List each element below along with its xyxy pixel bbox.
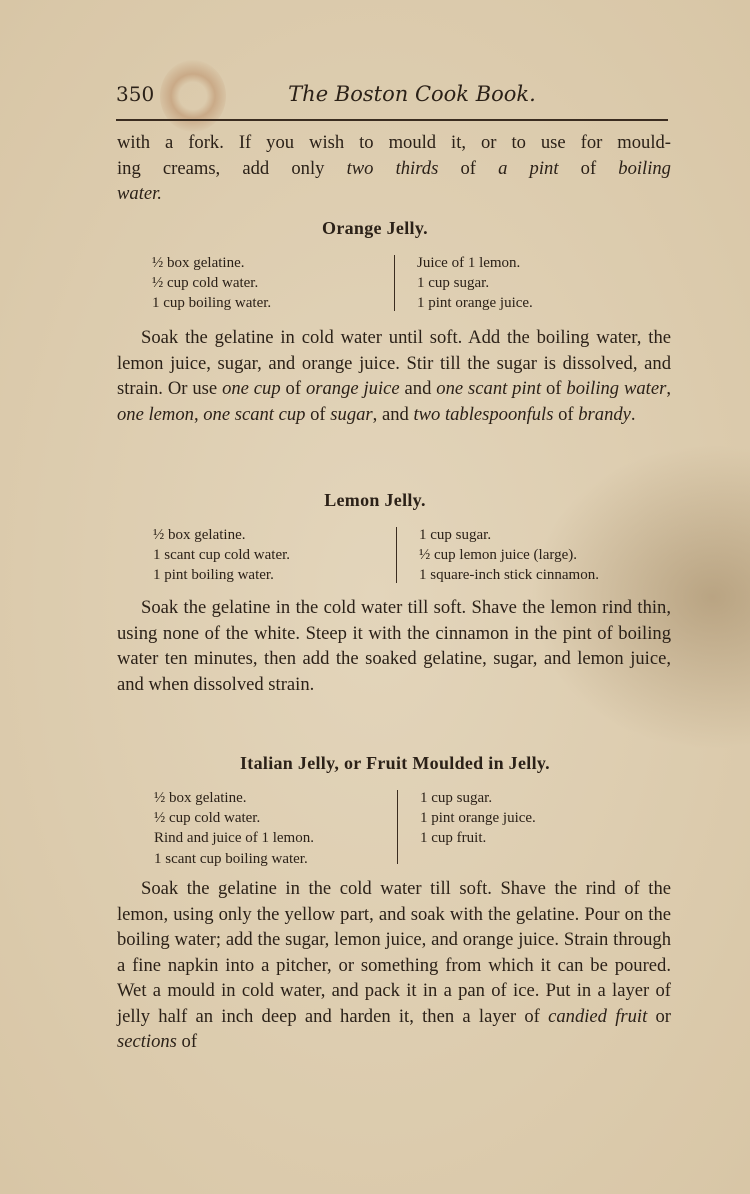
ingredient: ½ cup cold water. (152, 275, 259, 292)
ingredient-divider (394, 255, 395, 311)
lemon-ingredients-left (153, 525, 290, 586)
italian-ingredients-left (154, 788, 314, 869)
ingredient: ½ cup lemon juice (large). (419, 547, 577, 564)
lemon-jelly-heading: Lemon Jelly. (324, 490, 426, 510)
text: Soak the gelatine in cold water until soft. Add the boiling water, the lemon juice, sugar, and orange juice. Stir till the sugar is dissolved, and strain. Or use (117, 327, 671, 399)
orange-ingredients-left (152, 253, 271, 314)
text: or (647, 1005, 671, 1027)
ingredient: 1 scant cup boiling water. (154, 850, 308, 867)
ingredient: ½ cup cold water. (154, 810, 261, 827)
intro-line: with a fork. If you wish to mould it, or to use for mould- (117, 132, 671, 153)
ingredient: Rind and juice of 1 lemon. (154, 830, 314, 847)
ingredient: 1 square-inch stick cinnamon. (419, 567, 599, 584)
ingredient: 1 cup sugar. (420, 790, 493, 806)
text: one lemon (117, 403, 194, 425)
text: one cup (222, 378, 281, 399)
header-rule (116, 119, 668, 121)
ingredient-divider (396, 527, 397, 583)
italian-ingredients-right (420, 788, 536, 849)
text: sections (117, 1031, 177, 1052)
intro-text: water. (117, 183, 162, 204)
text: of (553, 403, 579, 425)
orange-ingredients-right (417, 253, 533, 314)
lemon-instructions: Soak the gelatine in the cold water till soft. Shave the lemon rind thin, using none of the white. Steep it with the cinnamon in the pint of boiling water ten minutes, then add the soaked gelatine, sugar, and lemon juice, and when dissolved strain. (117, 597, 671, 695)
ingredient-divider (397, 790, 398, 864)
text: of (541, 378, 567, 399)
text: , and (372, 403, 414, 425)
text: brandy (578, 403, 631, 425)
intro-text: of (438, 157, 499, 179)
text: one scant pint (436, 378, 542, 399)
ingredient: 1 scant cup cold water. (153, 547, 291, 564)
text: . (630, 403, 636, 425)
ingredient: ½ box gelatine. (152, 255, 245, 271)
intro-line (117, 156, 671, 182)
intro-paragraph (117, 130, 671, 207)
text: and (399, 378, 437, 399)
intro-text: two thirds (346, 157, 439, 179)
text: candied fruit (548, 1005, 648, 1027)
text: Soak the gelatine in the cold water till soft. Shave the rind of the lemon, using only the yellow part, and soak with the gelatine. Pour on the boiling water; add the sugar, lemon juice, and orange juice. Strain through a fine napkin into a pitcher, or something from which it can be poured. Wet a mould in cold water, and pack it in a pan of ice. Put in a layer of jelly half an inch deep and harden it, then a layer of (117, 878, 671, 1027)
orange-jelly-heading: Orange Jelly. (322, 218, 428, 238)
intro-text: of (558, 157, 619, 179)
intro-text: ing creams, add only (117, 157, 347, 179)
ingredient: 1 cup boiling water. (152, 295, 272, 312)
italian-instructions (117, 876, 671, 1055)
italian-jelly-heading: Italian Jelly, or Fruit Moulded in Jelly. (240, 753, 550, 773)
lemon-ingredients-right (419, 525, 599, 586)
text: , (666, 378, 671, 399)
page-header (116, 80, 668, 120)
ingredient: 1 pint boiling water. (153, 567, 274, 584)
text: of (305, 403, 331, 425)
ingredient: ½ box gelatine. (153, 527, 246, 543)
orange-instructions (117, 325, 671, 427)
running-title: The Boston Cook Book. (288, 82, 536, 106)
ingredient: 1 pint orange juice. (420, 810, 536, 827)
text: two tablespoonfuls (413, 403, 554, 425)
ingredient: ½ box gelatine. (154, 790, 247, 806)
intro-text: a pint (498, 157, 559, 179)
ingredient: 1 cup sugar. (417, 275, 490, 292)
text: of (280, 378, 306, 399)
text: one scant cup (203, 403, 306, 425)
text: of (176, 1031, 198, 1052)
text: , (193, 403, 204, 425)
text: sugar (330, 403, 373, 425)
ingredient: 1 cup fruit. (420, 830, 487, 847)
intro-text: boiling (618, 157, 671, 179)
ingredient: 1 cup sugar. (419, 527, 492, 543)
text: boiling water (566, 378, 667, 399)
text: orange juice (305, 378, 400, 399)
ingredient: 1 pint orange juice. (417, 295, 533, 312)
page-number: 350 (116, 82, 155, 106)
ingredient: Juice of 1 lemon. (417, 255, 521, 271)
intro-line (117, 181, 671, 207)
